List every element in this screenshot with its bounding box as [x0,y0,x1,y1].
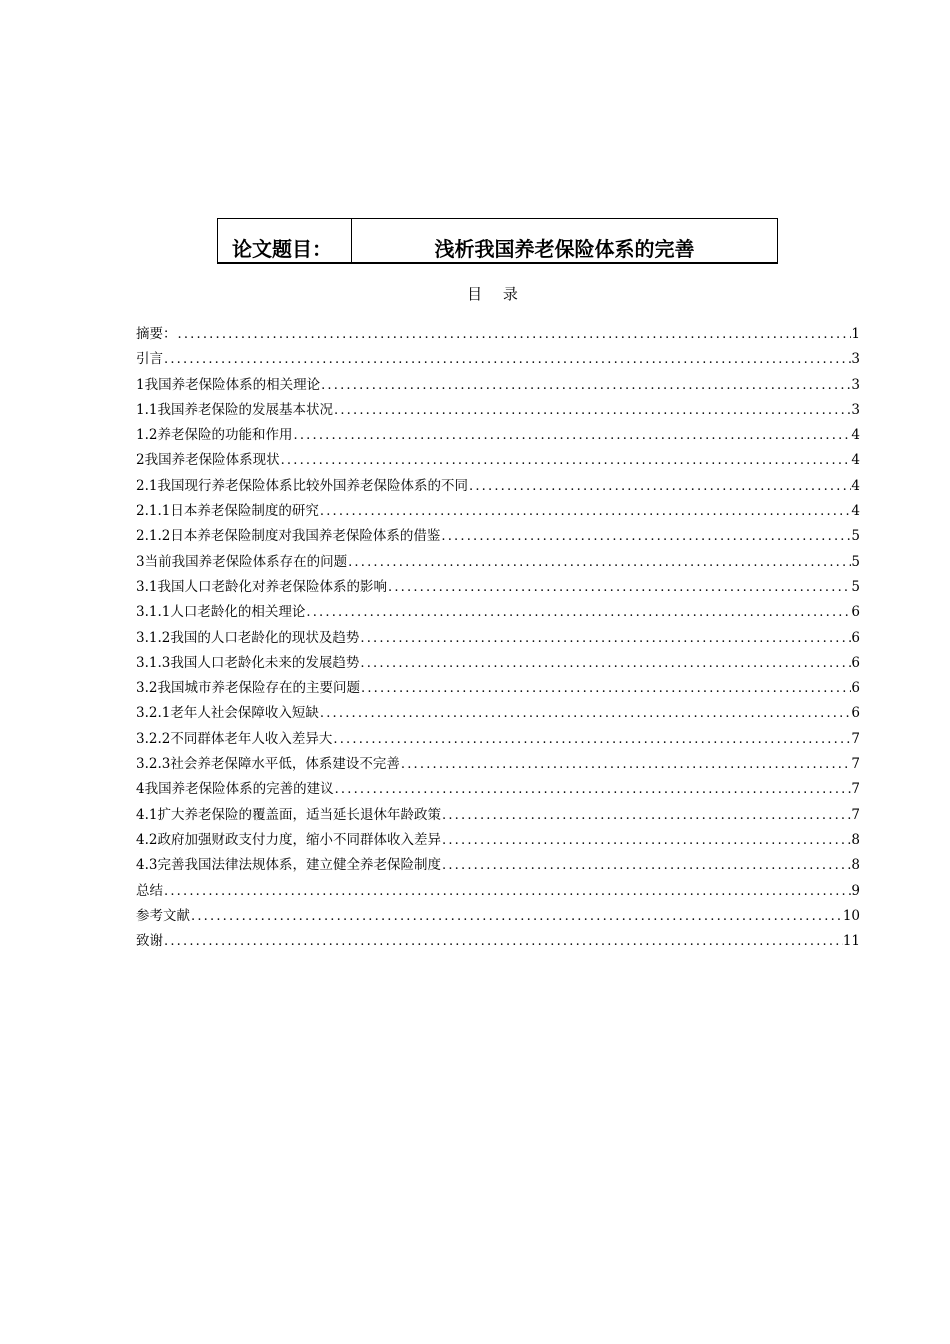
toc-entry-text: 4.3完善我国法律法规体系，建立健全养老保险制度 [136,857,441,874]
toc-entry-text: 2.1我国现行养老保险体系比较外国养老保险体系的不同 [136,477,468,494]
toc-entry[interactable] [136,828,860,853]
toc-entry-text: 4.2政府加强财政支付力度，缩小不同群体收入差异 [136,831,441,848]
toc-leader-dots [177,322,852,347]
toc-leader-dots [441,828,851,853]
toc-leader-dots [319,499,852,524]
toc-leader-dots [163,929,843,954]
toc-leader-dots [387,575,851,600]
toc-leader-dots [190,904,843,929]
toc-leader-dots [468,474,851,499]
toc-entry-page: 6 [851,629,860,646]
toc-leader-dots [163,879,851,904]
toc-entry-page: 3 [851,351,860,368]
toc-leader-dots [400,752,852,777]
toc-entry[interactable] [136,575,860,600]
toc-entry-text: 3.2.3社会养老保障水平低，体系建设不完善 [136,756,400,773]
toc-entry-page: 7 [851,756,860,773]
toc-entry-text: 摘要： [136,326,177,342]
toc-entry[interactable] [136,448,860,473]
toc-leader-dots [292,423,851,448]
toc-entry[interactable] [136,803,860,828]
toc-leader-dots [359,651,851,676]
toc-entry-page: 6 [851,654,860,671]
toc-leader-dots [332,727,851,752]
toc-entry-page: 10 [842,907,860,924]
toc-entry-page: 4 [851,427,860,444]
toc-entry-page: 4 [851,503,860,520]
toc-entry-page: 6 [851,705,860,722]
toc-leader-dots [280,448,852,473]
toc-entry[interactable] [136,398,860,423]
toc-entry-page: 7 [851,730,860,747]
toc-entry-text: 1.2养老保险的功能和作用 [136,427,293,444]
toc-entry-text: 3当前我国养老保险体系存在的问题 [136,553,348,570]
toc-leader-dots [163,347,851,372]
toc-leader-dots [305,600,851,625]
toc-leader-dots [334,777,852,802]
toc-entry-text: 1我国养老保险体系的相关理论 [136,376,321,393]
toc-entry-text: 4我国养老保险体系的完善的建议 [136,781,334,798]
toc-entry[interactable] [136,651,860,676]
toc-leader-dots [347,550,851,575]
toc-entry[interactable] [136,322,860,347]
toc-leader-dots [440,524,851,549]
toc-entry-page: 5 [851,578,860,595]
toc-entry-text: 致谢 [136,933,163,950]
toc-leader-dots [320,373,851,398]
toc-entry[interactable] [136,474,860,499]
toc-entry-text: 4.1扩大养老保险的覆盖面，适当延长退休年龄政策 [136,806,441,823]
toc-entry-page: 7 [851,781,860,798]
toc-entry-page: 4 [851,452,860,469]
thesis-title-label: 论文题目： [218,219,352,262]
toc-entry-page: 9 [851,882,860,899]
toc-entry-page: 6 [851,680,860,697]
toc-entry-text: 3.1.2我国的人口老龄化的现状及趋势 [136,629,360,646]
toc-entry[interactable] [136,904,860,929]
toc-entry-page: 8 [851,857,860,874]
toc-entry-text: 2.1.1日本养老保险制度的研究 [136,503,319,520]
toc-entry-text: 3.2我国城市养老保险存在的主要问题 [136,680,360,697]
toc-leader-dots [360,676,851,701]
toc-entry-page: 11 [842,933,860,950]
toc-leader-dots [441,853,851,878]
toc-heading: 目 录 [467,285,526,303]
toc-entry[interactable] [136,853,860,878]
toc-entry-text: 3.1.1人口老龄化的相关理论 [136,604,306,621]
toc-entry-text: 引言 [136,351,163,368]
toc-entry[interactable] [136,701,860,726]
toc-entry[interactable] [136,600,860,625]
toc-entry[interactable] [136,423,860,448]
toc-entry[interactable] [136,524,860,549]
toc-entry[interactable] [136,626,860,651]
toc-entry-page: 7 [851,806,860,823]
toc-entry[interactable] [136,752,860,777]
toc-entry-page: 3 [851,401,860,418]
toc-entry-page: 3 [851,376,860,393]
toc-entry[interactable] [136,373,860,398]
toc-entry-text: 3.2.2不同群体老年人收入差异大 [136,730,333,747]
toc-entry-page: 4 [851,477,860,494]
toc-entry-page: 8 [851,831,860,848]
toc-entry[interactable] [136,347,860,372]
toc-entry[interactable] [136,550,860,575]
toc-leader-dots [333,398,851,423]
toc-entry-text: 2.1.2日本养老保险制度对我国养老保险体系的借鉴 [136,528,441,545]
thesis-title-box [217,218,778,264]
toc-leader-dots [359,626,851,651]
toc-entry[interactable] [136,676,860,701]
toc-entry[interactable] [136,777,860,802]
toc-entry-text: 1.1我国养老保险的发展基本状况 [136,401,333,418]
toc-entry-text: 3.2.1老年人社会保障收入短缺 [136,705,319,722]
toc-entry[interactable] [136,727,860,752]
toc-entry-text: 2我国养老保险体系现状 [136,452,280,469]
toc-entry[interactable] [136,879,860,904]
toc-entry-text: 3.1.3我国人口老龄化未来的发展趋势 [136,654,360,671]
toc-entry-page: 5 [851,553,860,570]
thesis-title: 浅析我国养老保险体系的完善 [434,237,695,261]
toc-entry-text: 3.1我国人口老龄化对养老保险体系的影响 [136,578,387,595]
toc-leader-dots [441,803,851,828]
toc-entry-text: 总结 [136,882,163,899]
toc-entry-page: 5 [851,528,860,545]
toc-leader-dots [319,701,852,726]
table-of-contents [136,322,860,954]
toc-entry[interactable] [136,929,860,954]
toc-entry-page: 6 [851,604,860,621]
toc-entry-text: 参考文献 [136,907,190,924]
toc-entry-page: 1 [851,326,860,342]
toc-entry[interactable] [136,499,860,524]
